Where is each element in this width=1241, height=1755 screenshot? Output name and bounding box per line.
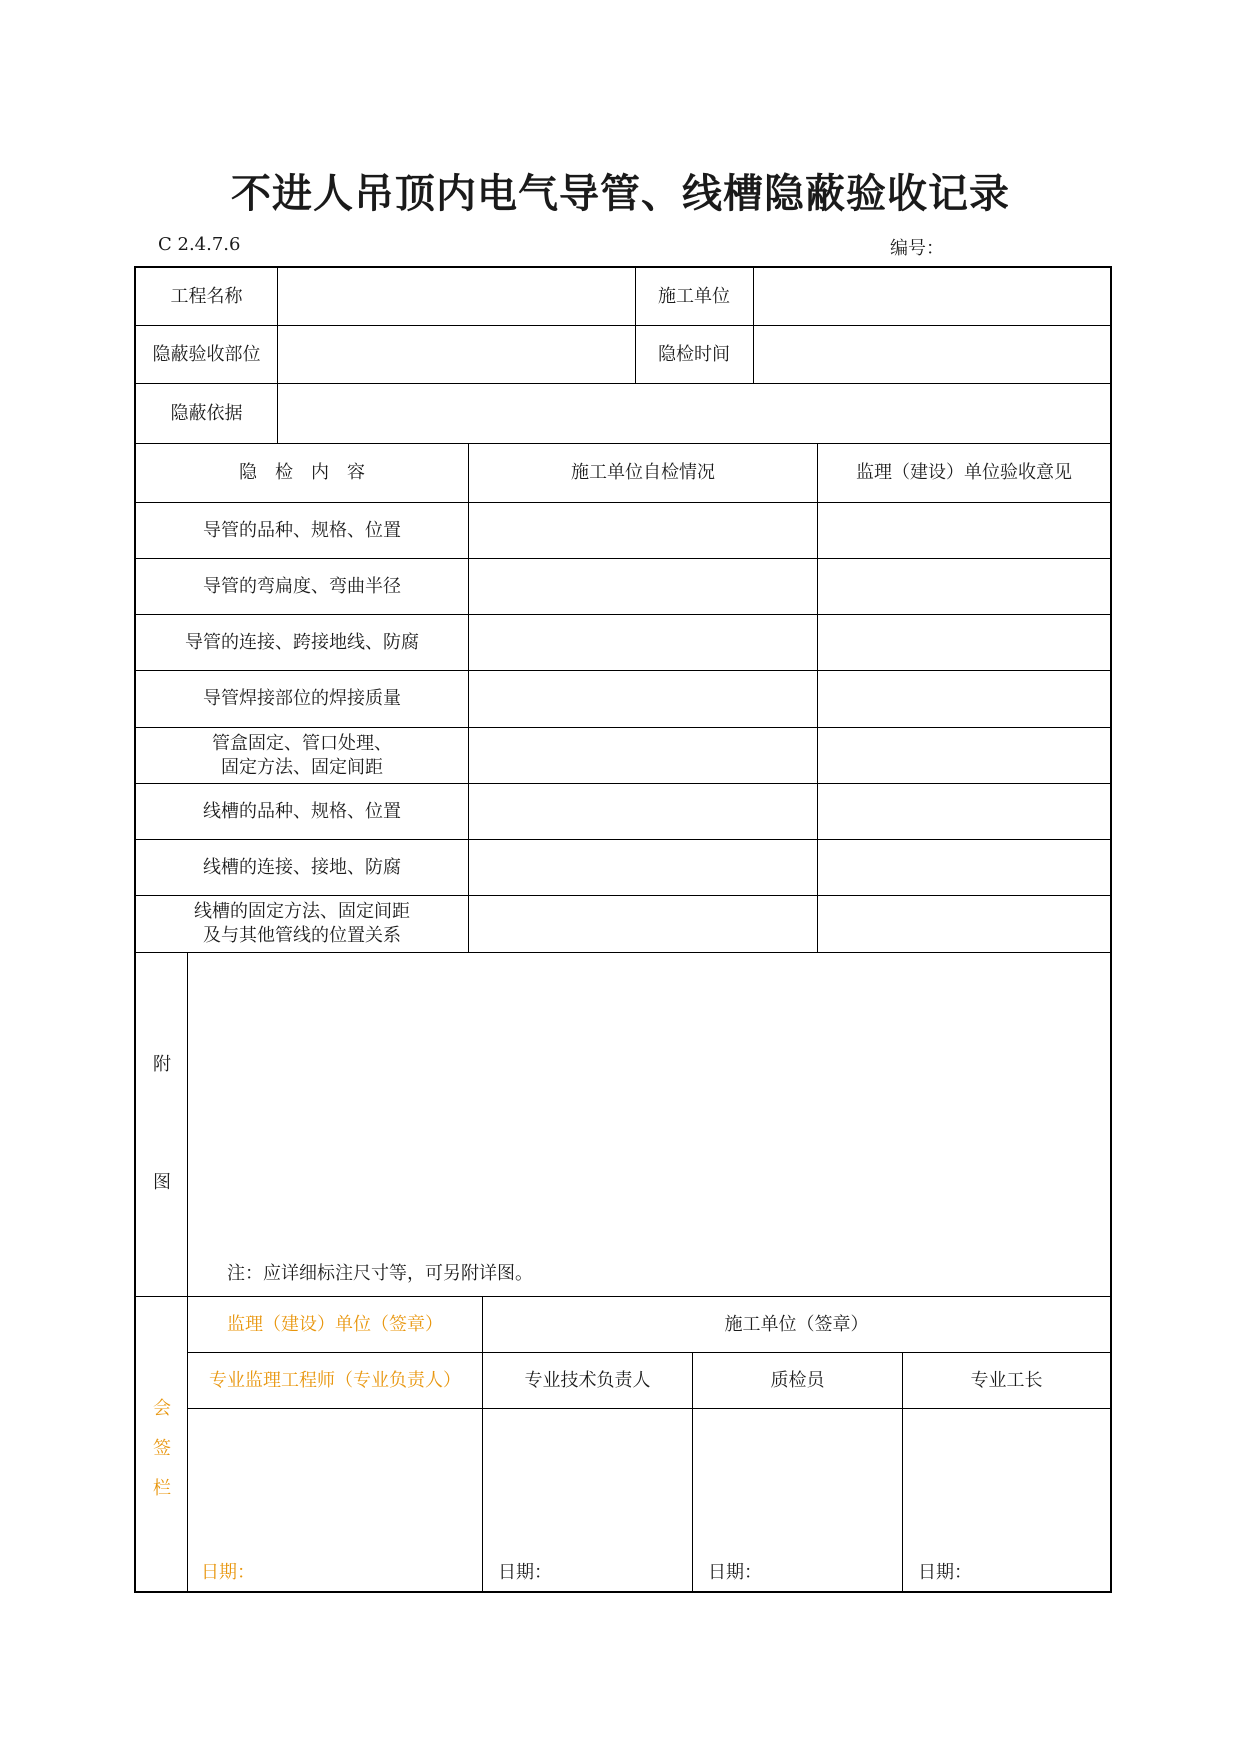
signoff-label-2: 签 xyxy=(153,1438,171,1459)
hidden-part-field[interactable] xyxy=(278,326,635,383)
item-row: 线槽的品种、规格、位置 xyxy=(203,800,401,822)
hidden-part-label: 隐蔽验收部位 xyxy=(152,343,261,365)
attachment-label-1: 附 xyxy=(153,1054,171,1075)
inspection-time-label: 隐检时间 xyxy=(658,343,730,365)
column-header-content: 隐 检 内 容 xyxy=(239,462,365,483)
column-header-self-check: 施工单位自检情况 xyxy=(571,462,715,483)
column-header-supervision-opinion: 监理（建设）单位验收意见 xyxy=(856,462,1072,483)
item-row: 线槽的固定方法、固定间距 及与其他管线的位置关系 xyxy=(194,901,410,946)
form-code: C 2.4.7.6 xyxy=(158,234,241,255)
inspection-form xyxy=(134,266,1112,1593)
supervision-unit-seal-label: 监理（建设）单位（签章） xyxy=(227,1313,443,1335)
document-title: 不进人吊顶内电气导管、线槽隐蔽验收记录 xyxy=(231,170,1010,217)
item-row: 导管的品种、规格、位置 xyxy=(203,519,401,541)
construction-unit-label: 施工单位 xyxy=(658,285,730,307)
attachment-label-2: 图 xyxy=(153,1172,171,1193)
construction-unit-seal-label: 施工单位（签章） xyxy=(724,1313,869,1335)
construction-unit-field[interactable] xyxy=(754,268,1110,325)
project-name-field[interactable] xyxy=(278,268,635,325)
item-row: 线槽的连接、接地、防腐 xyxy=(203,856,401,878)
item-row: 导管焊接部位的焊接质量 xyxy=(203,688,401,709)
supervision-signature-area[interactable] xyxy=(188,1409,482,1529)
quality-inspector-label: 质检员 xyxy=(770,1369,825,1391)
quality-inspector-date-label: 日期： xyxy=(708,1562,762,1583)
item-row: 管盒固定、管口处理、 固定方法、固定间距 xyxy=(212,732,392,778)
supervision-engineer-label: 专业监理工程师（专业负责人） xyxy=(209,1369,461,1391)
foreman-label: 专业工长 xyxy=(970,1369,1043,1391)
technical-lead-label: 专业技术负责人 xyxy=(524,1369,651,1391)
basis-label: 隐蔽依据 xyxy=(170,402,243,424)
foreman-signature-area[interactable] xyxy=(903,1409,1110,1529)
signoff-label-1: 会 xyxy=(153,1398,171,1419)
basis-field[interactable] xyxy=(278,384,1110,443)
quality-inspector-signature-area[interactable] xyxy=(693,1409,902,1529)
technical-lead-date-label: 日期： xyxy=(498,1562,552,1583)
item-row: 导管的弯扁度、弯曲半径 xyxy=(203,575,401,597)
foreman-date-label: 日期： xyxy=(918,1562,972,1583)
signoff-label-3: 栏 xyxy=(153,1478,171,1499)
project-name-label: 工程名称 xyxy=(170,285,243,307)
inspection-time-field[interactable] xyxy=(754,326,1110,383)
attachment-note: 注：应详细标注尺寸等，可另附详图。 xyxy=(227,1263,533,1284)
item-row: 导管的连接、跨接地线、防腐 xyxy=(185,631,419,653)
attachment-drawing-area[interactable] xyxy=(188,953,1110,1263)
number-label: 编号： xyxy=(890,238,944,259)
supervision-date-label: 日期： xyxy=(201,1562,255,1583)
technical-lead-signature-area[interactable] xyxy=(483,1409,692,1529)
